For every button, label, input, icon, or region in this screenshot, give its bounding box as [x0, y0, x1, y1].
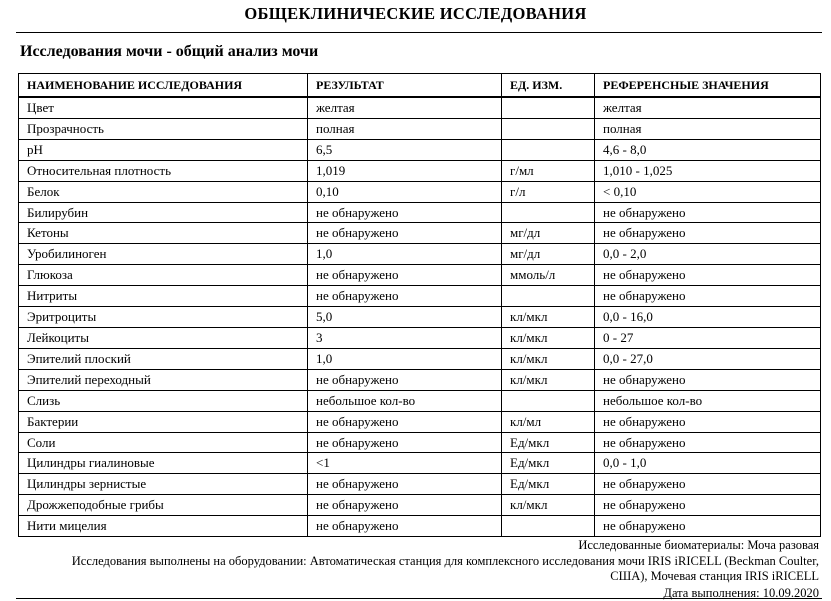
unit-cell: г/мл [502, 160, 595, 181]
reference-cell: не обнаружено [595, 474, 821, 495]
result-cell: не обнаружено [308, 474, 502, 495]
reference-cell: не обнаружено [595, 223, 821, 244]
table-row [19, 348, 821, 369]
column-header-result: РЕЗУЛЬТАТ [308, 74, 502, 98]
column-header-unit: ЕД. ИЗМ. [502, 74, 595, 98]
unit-cell [502, 390, 595, 411]
table-row [19, 369, 821, 390]
test-name-cell: Лейкоциты [19, 327, 308, 348]
table-row [19, 118, 821, 139]
result-cell: 3 [308, 327, 502, 348]
unit-cell [502, 139, 595, 160]
unit-cell: кл/мл [502, 411, 595, 432]
result-cell: 0,10 [308, 181, 502, 202]
test-name-cell: Эритроциты [19, 307, 308, 328]
table-row [19, 411, 821, 432]
results-table-body [19, 97, 821, 537]
unit-cell: кл/мкл [502, 307, 595, 328]
reference-cell: не обнаружено [595, 369, 821, 390]
reference-cell: не обнаружено [595, 265, 821, 286]
test-name-cell: pH [19, 139, 308, 160]
table-row [19, 432, 821, 453]
column-header-reference: РЕФЕРЕНСНЫЕ ЗНАЧЕНИЯ [595, 74, 821, 98]
reference-cell: не обнаружено [595, 495, 821, 516]
table-row [19, 516, 821, 537]
page-title: ОБЩЕКЛИНИЧЕСКИЕ ИССЛЕДОВАНИЯ [244, 4, 587, 23]
reference-cell: < 0,10 [595, 181, 821, 202]
footer-divider [16, 598, 822, 599]
result-cell: не обнаружено [308, 516, 502, 537]
reference-cell: 0,0 - 27,0 [595, 348, 821, 369]
table-row [19, 307, 821, 328]
execution-date: Дата выполнения: 10.09.2020 [663, 586, 819, 600]
test-name-cell: Нитриты [19, 286, 308, 307]
reference-cell: не обнаружено [595, 432, 821, 453]
table-row [19, 139, 821, 160]
result-cell: не обнаружено [308, 432, 502, 453]
reference-cell: 4,6 - 8,0 [595, 139, 821, 160]
unit-cell: ммоль/л [502, 265, 595, 286]
table-row [19, 453, 821, 474]
test-name-cell: Цилиндры зернистые [19, 474, 308, 495]
column-header-name: НАИМЕНОВАНИЕ ИССЛЕДОВАНИЯ [19, 74, 308, 98]
reference-cell: не обнаружено [595, 286, 821, 307]
test-name-cell: Цилиндры гиалиновые [19, 453, 308, 474]
table-row [19, 495, 821, 516]
title-divider [16, 32, 822, 33]
test-name-cell: Кетоны [19, 223, 308, 244]
results-table [18, 73, 821, 537]
result-cell: не обнаружено [308, 223, 502, 244]
test-name-cell: Слизь [19, 390, 308, 411]
table-row [19, 327, 821, 348]
table-row [19, 244, 821, 265]
test-name-cell: Бактерии [19, 411, 308, 432]
test-name-cell: Цвет [19, 97, 308, 118]
unit-cell: мг/дл [502, 244, 595, 265]
equipment-note-line-1: Исследования выполнены на оборудовании: Автоматическая станция для комплексного исследования мочи IRIS iRICELL (Beckman Coulter, [71, 554, 819, 568]
table-row [19, 97, 821, 118]
reference-cell: 0,0 - 2,0 [595, 244, 821, 265]
reference-cell: полная [595, 118, 821, 139]
test-name-cell: Прозрачность [19, 118, 308, 139]
reference-cell: 0,0 - 16,0 [595, 307, 821, 328]
unit-cell [502, 286, 595, 307]
result-cell: полная [308, 118, 502, 139]
result-cell: небольшое кол-во [308, 390, 502, 411]
reference-cell: 0 - 27 [595, 327, 821, 348]
test-name-cell: Белок [19, 181, 308, 202]
test-name-cell: Эпителий переходный [19, 369, 308, 390]
unit-cell: Ед/мкл [502, 474, 595, 495]
reference-cell: 1,010 - 1,025 [595, 160, 821, 181]
unit-cell [502, 97, 595, 118]
result-cell: 1,019 [308, 160, 502, 181]
unit-cell [502, 118, 595, 139]
unit-cell: кл/мкл [502, 369, 595, 390]
table-row [19, 160, 821, 181]
table-row [19, 390, 821, 411]
reference-cell: не обнаружено [595, 202, 821, 223]
equipment-note-line-2: США), Мочевая станция IRIS iRICELL [610, 569, 819, 583]
unit-cell: кл/мкл [502, 348, 595, 369]
result-cell: 1,0 [308, 348, 502, 369]
result-cell: <1 [308, 453, 502, 474]
table-row [19, 202, 821, 223]
result-cell: 1,0 [308, 244, 502, 265]
table-row [19, 181, 821, 202]
biomaterials-note: Исследованные биоматериалы: Моча разовая [578, 538, 819, 552]
reference-cell: небольшое кол-во [595, 390, 821, 411]
result-cell: не обнаружено [308, 369, 502, 390]
table-header-row [19, 74, 821, 98]
result-cell: не обнаружено [308, 202, 502, 223]
unit-cell: кл/мкл [502, 327, 595, 348]
result-cell: 6,5 [308, 139, 502, 160]
table-row [19, 474, 821, 495]
result-cell: не обнаружено [308, 411, 502, 432]
test-name-cell: Глюкоза [19, 265, 308, 286]
table-row [19, 286, 821, 307]
result-cell: не обнаружено [308, 286, 502, 307]
test-name-cell: Уробилиноген [19, 244, 308, 265]
reference-cell: не обнаружено [595, 411, 821, 432]
reference-cell: желтая [595, 97, 821, 118]
unit-cell: Ед/мкл [502, 432, 595, 453]
test-name-cell: Соли [19, 432, 308, 453]
test-name-cell: Билирубин [19, 202, 308, 223]
unit-cell: кл/мкл [502, 495, 595, 516]
test-name-cell: Нити мицелия [19, 516, 308, 537]
table-row [19, 223, 821, 244]
section-title: Исследования мочи - общий анализ мочи [20, 43, 319, 60]
test-name-cell: Относительная плотность [19, 160, 308, 181]
equipment-note [19, 554, 819, 584]
unit-cell [502, 516, 595, 537]
test-name-cell: Эпителий плоский [19, 348, 308, 369]
unit-cell [502, 202, 595, 223]
table-row [19, 265, 821, 286]
unit-cell: г/л [502, 181, 595, 202]
unit-cell: Ед/мкл [502, 453, 595, 474]
result-cell: 5,0 [308, 307, 502, 328]
test-name-cell: Дрожжеподобные грибы [19, 495, 308, 516]
result-cell: желтая [308, 97, 502, 118]
result-cell: не обнаружено [308, 265, 502, 286]
reference-cell: не обнаружено [595, 516, 821, 537]
unit-cell: мг/дл [502, 223, 595, 244]
reference-cell: 0,0 - 1,0 [595, 453, 821, 474]
result-cell: не обнаружено [308, 495, 502, 516]
